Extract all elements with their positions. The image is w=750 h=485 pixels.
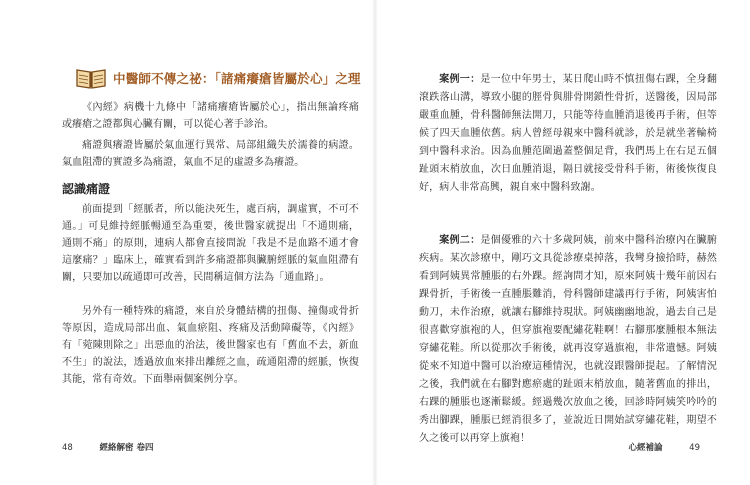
- case-2-text: 是個優雅的六十多歲阿姨，前來中醫科治療內在臟腑疾病。某次診療中，剛巧文具從診療桌掉落，我彎身撿拾時，赫然看到阿姨異常腫脹的右外踝。經詢問才知，原來阿姨十幾年前因右踝骨折，手術後一直腫脹難消，骨科醫師建議再行手術，阿姨害怕動刀，未作治療，就讓右腳維持現狀。阿姨幽幽地說，過去自己是很喜歡穿旗袍的人，但穿旗袍要配繡花鞋啊！右腳那麼腫根本無法穿繡花鞋。所以從那次手術後，就再沒穿過旗袍，非常遺憾。阿姨從來不知道中醫可以治療這種情況，也就沒跟醫師提起。了解情況之後，我們就在右腳對應瘀處的趾頭末梢放血，隨著舊血的排出，右踝的腫脹也逐漸鬆緩。經過幾次放血之後，回診時阿姨笑吟吟的秀出腳踝，腫脹已經消很多了，並說近日開始試穿繡花鞋，期望不久之後可以再穿上旗袍！: [419, 235, 717, 444]
- section-title: 認識痛證: [62, 182, 111, 196]
- theory-paragraph: 前面提到「經脈者，所以能決死生，處百病，調虛實，不可不通。」可見維持經脈暢通至為重要，後世醫家就提出「不通則痛，通則不痛」的原則，連病人都會直接問說「我是不是血路不通才會這麼痛？」臨床上，確實看到許多痛證都與臟腑經脈的氣血阻滯有關，只要加以疏通即可改善，民間稱這個方法為「通血路」。: [62, 204, 359, 283]
- book-icon: [75, 66, 107, 90]
- special-pain-paragraph: 另外有一種特殊的痛證，來自於身體結構的扭傷、撞傷或骨折等原因，造成局部出血、氣血瘀阻、疼痛及活動障礙等，《內經》有「菀陳則除之」出惡血的治法，後世醫家也有「舊血不去，新血不生」的說法，透過放血來排出離經之血，疏通阻滯的經脈，恢復其能，常有奇效。下面舉兩個案例分享。: [62, 306, 359, 385]
- page-number: 48: [62, 443, 73, 453]
- case-1-paragraph: [419, 71, 717, 197]
- right-footer: [628, 441, 700, 453]
- case-2-paragraph: [419, 232, 717, 448]
- chapter-heading: [75, 66, 361, 90]
- case-1-label: 案例一：: [439, 74, 481, 85]
- book-title: 經絡解密 卷四: [99, 443, 154, 453]
- case-1-text: 是一位中年男士，某日爬山時不慎扭傷右踝，全身翻滾跌落山溝，導致小腿的脛骨與腓骨開鎖性骨折，送醫後，因局部嚴重血腫，骨科醫師無法開刀，只能等待血腫消退後再手術，但等候了四天血腫依舊。病人曾經母親來中醫科就診，於是就坐著輪椅到中醫科求治。因為血腫范圍過蓋整個足背，我們馬上在右足五個趾頭末梢放血，次日血腫消退，隔日就接受骨科手術，術後恢復良好，病人非常高興，親自來中醫科致謝。: [419, 74, 717, 193]
- definition-paragraph: 痛證與癢證皆屬於氣血運行異常、局部組織失於濡養的病證。氣血阻滯的實證多為痛證，氣血不足的虛證多為癢證。: [62, 140, 359, 168]
- page-number: 49: [689, 443, 700, 453]
- section-footer-title: 心經補論: [628, 443, 663, 453]
- intro-paragraph: 《內經》病機十九條中「諸痛癢瘡皆屬於心」，指出無論疼痛或癢瘡之證都與心臟有關，可以從心著手診治。: [62, 102, 359, 130]
- chapter-title: 中醫師不傳之祕：「諸痛癢瘡皆屬於心」之理: [113, 71, 361, 86]
- case-2-label: 案例二：: [439, 235, 481, 246]
- left-footer: [62, 441, 154, 453]
- right-page: [375, 0, 750, 485]
